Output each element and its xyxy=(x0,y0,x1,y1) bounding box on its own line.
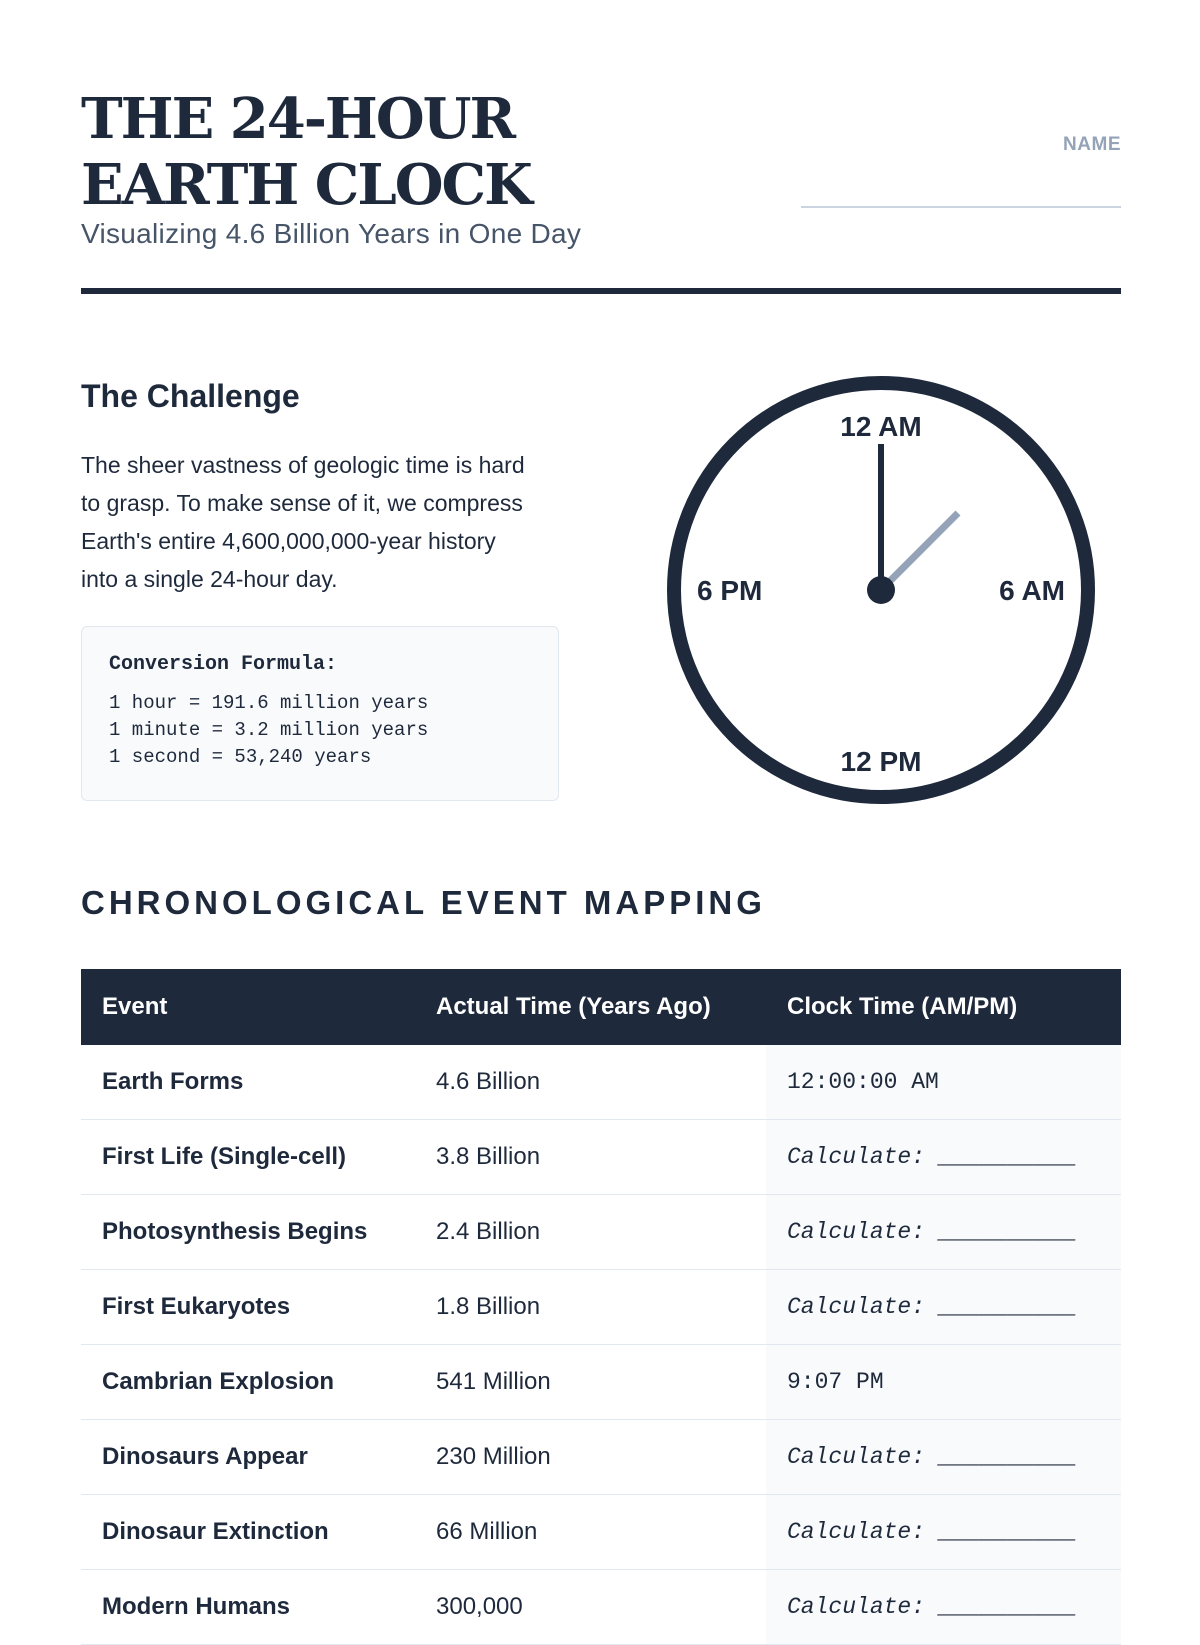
formula-line-hour: 1 hour = 191.6 million years xyxy=(109,692,429,714)
page-title: THE 24-HOUR EARTH CLOCK xyxy=(81,86,531,218)
section-heading-event-mapping: CHRONOLOGICAL EVENT MAPPING xyxy=(81,884,766,921)
clock-time-answer-field[interactable]: Calculate: __________ xyxy=(766,1495,1121,1570)
challenge-heading: The Challenge xyxy=(81,378,300,414)
page-subtitle: Visualizing 4.6 Billion Years in One Day xyxy=(81,218,582,249)
table-row xyxy=(81,1270,1121,1345)
event-mapping-table xyxy=(81,969,1121,1645)
formula-line-second: 1 second = 53,240 years xyxy=(109,746,372,768)
table-row xyxy=(81,1045,1121,1120)
event-name: Cambrian Explosion xyxy=(81,1345,415,1420)
event-name: Earth Forms xyxy=(81,1045,415,1120)
worksheet-header xyxy=(81,86,1121,296)
clock-time: 12:00:00 AM xyxy=(766,1045,1121,1120)
event-name: Dinosaur Extinction xyxy=(81,1495,415,1570)
conversion-formula-box xyxy=(81,626,559,801)
clock-label-6am: 6 AM xyxy=(999,575,1065,606)
actual-time: 230 Million xyxy=(415,1420,766,1495)
actual-time: 66 Million xyxy=(415,1495,766,1570)
actual-time: 300,000 xyxy=(415,1570,766,1645)
clock-center-pin xyxy=(867,576,895,604)
table-header-row xyxy=(81,969,1121,1045)
actual-time: 2.4 Billion xyxy=(415,1195,766,1270)
table-row xyxy=(81,1420,1121,1495)
table-row xyxy=(81,1570,1121,1645)
column-header-clock-time: Clock Time (AM/PM) xyxy=(766,969,1121,1045)
event-name: Modern Humans xyxy=(81,1570,415,1645)
table-row xyxy=(81,1345,1121,1420)
event-name: First Life (Single-cell) xyxy=(81,1120,415,1195)
earth-clock-diagram xyxy=(667,376,1095,804)
actual-time: 1.8 Billion xyxy=(415,1270,766,1345)
clock-label-6pm: 6 PM xyxy=(697,575,763,606)
clock-time-answer-field[interactable]: Calculate: __________ xyxy=(766,1570,1121,1645)
clock-time-answer-field[interactable]: Calculate: __________ xyxy=(766,1120,1121,1195)
clock-label-12pm: 12 PM xyxy=(840,746,922,777)
header-divider xyxy=(81,288,1121,294)
event-name: First Eukaryotes xyxy=(81,1270,415,1345)
event-name: Dinosaurs Appear xyxy=(81,1420,415,1495)
table-row xyxy=(81,1120,1121,1195)
actual-time: 3.8 Billion xyxy=(415,1120,766,1195)
event-name: Photosynthesis Begins xyxy=(81,1195,415,1270)
clock-time-answer-field[interactable]: Calculate: __________ xyxy=(766,1420,1121,1495)
clock-time: 9:07 PM xyxy=(766,1345,1121,1420)
name-label: NAME xyxy=(1063,134,1121,155)
clock-time-answer-field[interactable]: Calculate: __________ xyxy=(766,1270,1121,1345)
column-header-actual-time: Actual Time (Years Ago) xyxy=(415,969,766,1045)
clock-time-answer-field[interactable]: Calculate: __________ xyxy=(766,1195,1121,1270)
formula-line-minute: 1 minute = 3.2 million years xyxy=(109,719,429,741)
actual-time: 541 Million xyxy=(415,1345,766,1420)
column-header-event: Event xyxy=(81,969,415,1045)
challenge-text: The sheer vastness of geologic time is hard to grasp. To make sense of it, we compress Earth's entire 4,600,000,000-year history into a single 24-hour day. xyxy=(81,452,525,592)
table-row xyxy=(81,1195,1121,1270)
table-row xyxy=(81,1495,1121,1570)
formula-title: Conversion Formula: xyxy=(109,653,338,676)
actual-time: 4.6 Billion xyxy=(415,1045,766,1120)
clock-label-12am: 12 AM xyxy=(840,411,922,442)
name-field[interactable] xyxy=(801,206,1121,208)
